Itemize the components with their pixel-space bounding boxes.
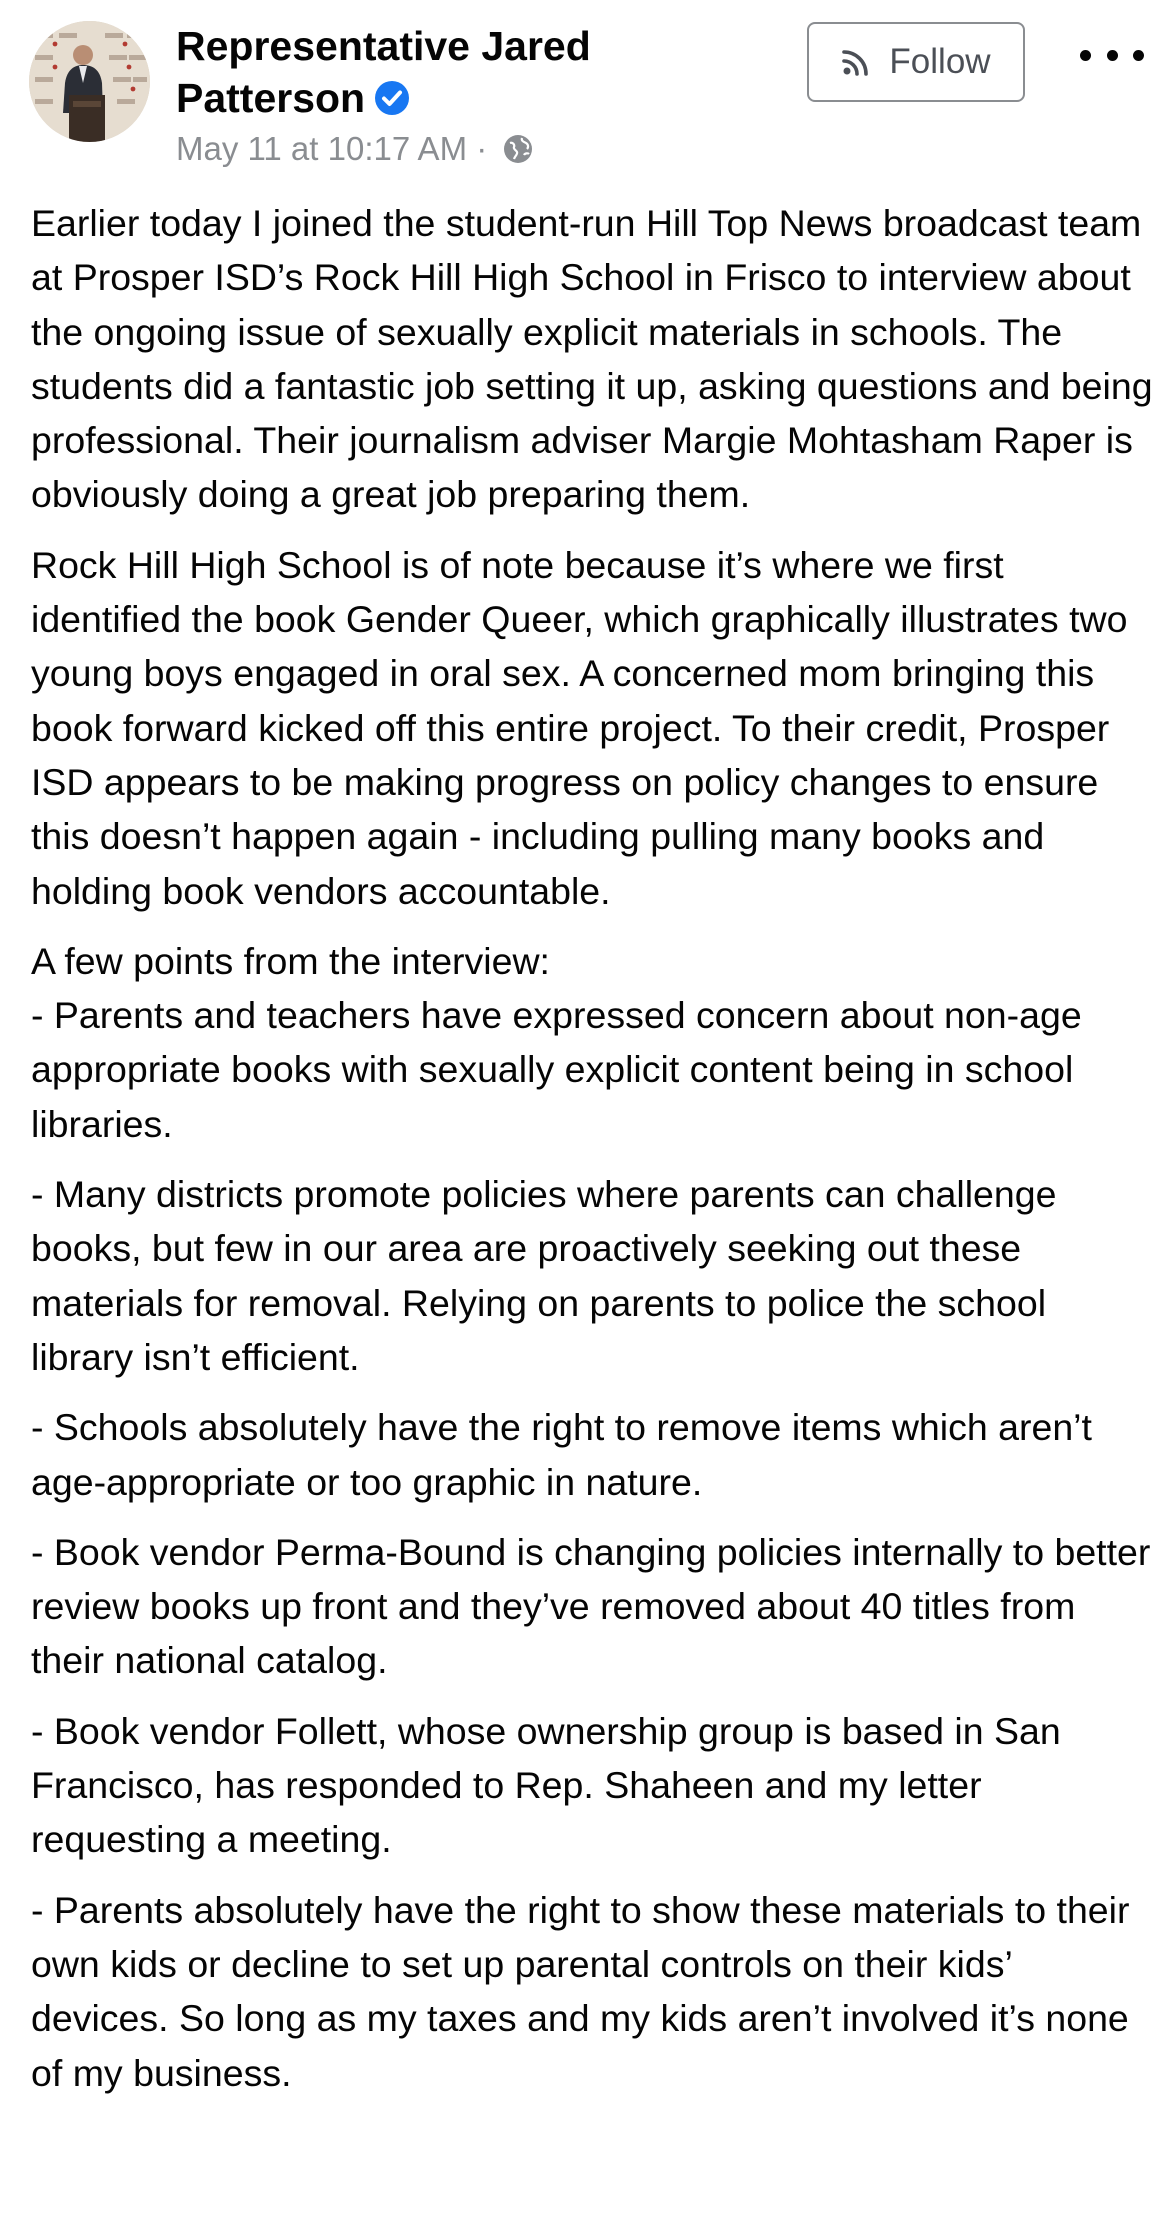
post-header [0,0,1170,180]
avatar-photo [29,21,150,142]
author-name[interactable]: Representative Jared Patterson [176,23,591,121]
post-paragraph: - Schools absolutely have the right to remove items which aren’t age-appropriate or too graphic in nature. [31,1406,1092,1503]
author-name-line[interactable] [176,20,756,124]
more-options-icon[interactable] [1080,35,1144,75]
rss-icon [841,47,871,77]
post-timestamp[interactable]: May 11 at 10:17 AM [176,130,468,167]
more-dot [1133,50,1144,61]
meta-separator: · [476,130,488,167]
more-dot [1107,50,1118,61]
post-paragraph: - Parents absolutely have the right to show these materials to their own kids or decline to set up parental controls on their kids’ devices. So long as my taxes and my kids aren’t involved it’s none of my business. [31,1888,1130,2094]
follow-label: Follow [889,42,991,81]
more-dot [1080,50,1091,61]
post-meta [176,126,756,172]
post-paragraph: - Many districts promote policies where parents can challenge books, but few in our area are proactively seeking out these materials for removal. Relying on parents to police the school library isn’t efficient. [31,1173,1057,1378]
post-paragraph: Earlier today I joined the student-run Hill Top News broadcast team at Prosper ISD’s Rock Hill High School in Frisco to interview about the ongoing issue of sexually explicit materials in schools. The students did a fantastic job setting it up, asking questions and being professional. Their journalism adviser Margie Mohtasham Raper is obviously doing a great job preparing them. [31,202,1153,516]
post-paragraph: - Book vendor Perma-Bound is changing policies internally to better review books up front and they’ve removed about 40 titles from their national catalog. [31,1530,1151,1682]
post-paragraph: A few points from the interview: - Parents and teachers have expressed concern about non-age appropriate books with sexually explicit content being in school libraries. [31,939,1082,1145]
post-paragraph: - Book vendor Follett, whose ownership group is based in San Francisco, has responded to Rep. Shaheen and my letter requesting a meeting. [31,1709,1061,1861]
author-avatar[interactable] [29,21,150,142]
verified-badge-icon [373,77,411,115]
post-paragraph: Rock Hill High School is of note because it’s where we first identified the book Gender Queer, which graphically illustrates two young boys engaged in oral sex. A concerned mom bringing this book forward kicked off this entire project. To their credit, Prosper ISD appears to be making progress on policy changes to ensure this doesn’t happen again - including pulling many books and holding book vendors accountable. [31,543,1128,912]
author-info [176,20,756,172]
follow-button[interactable] [807,22,1025,102]
globe-icon [502,131,534,163]
post-body [31,196,1156,2116]
